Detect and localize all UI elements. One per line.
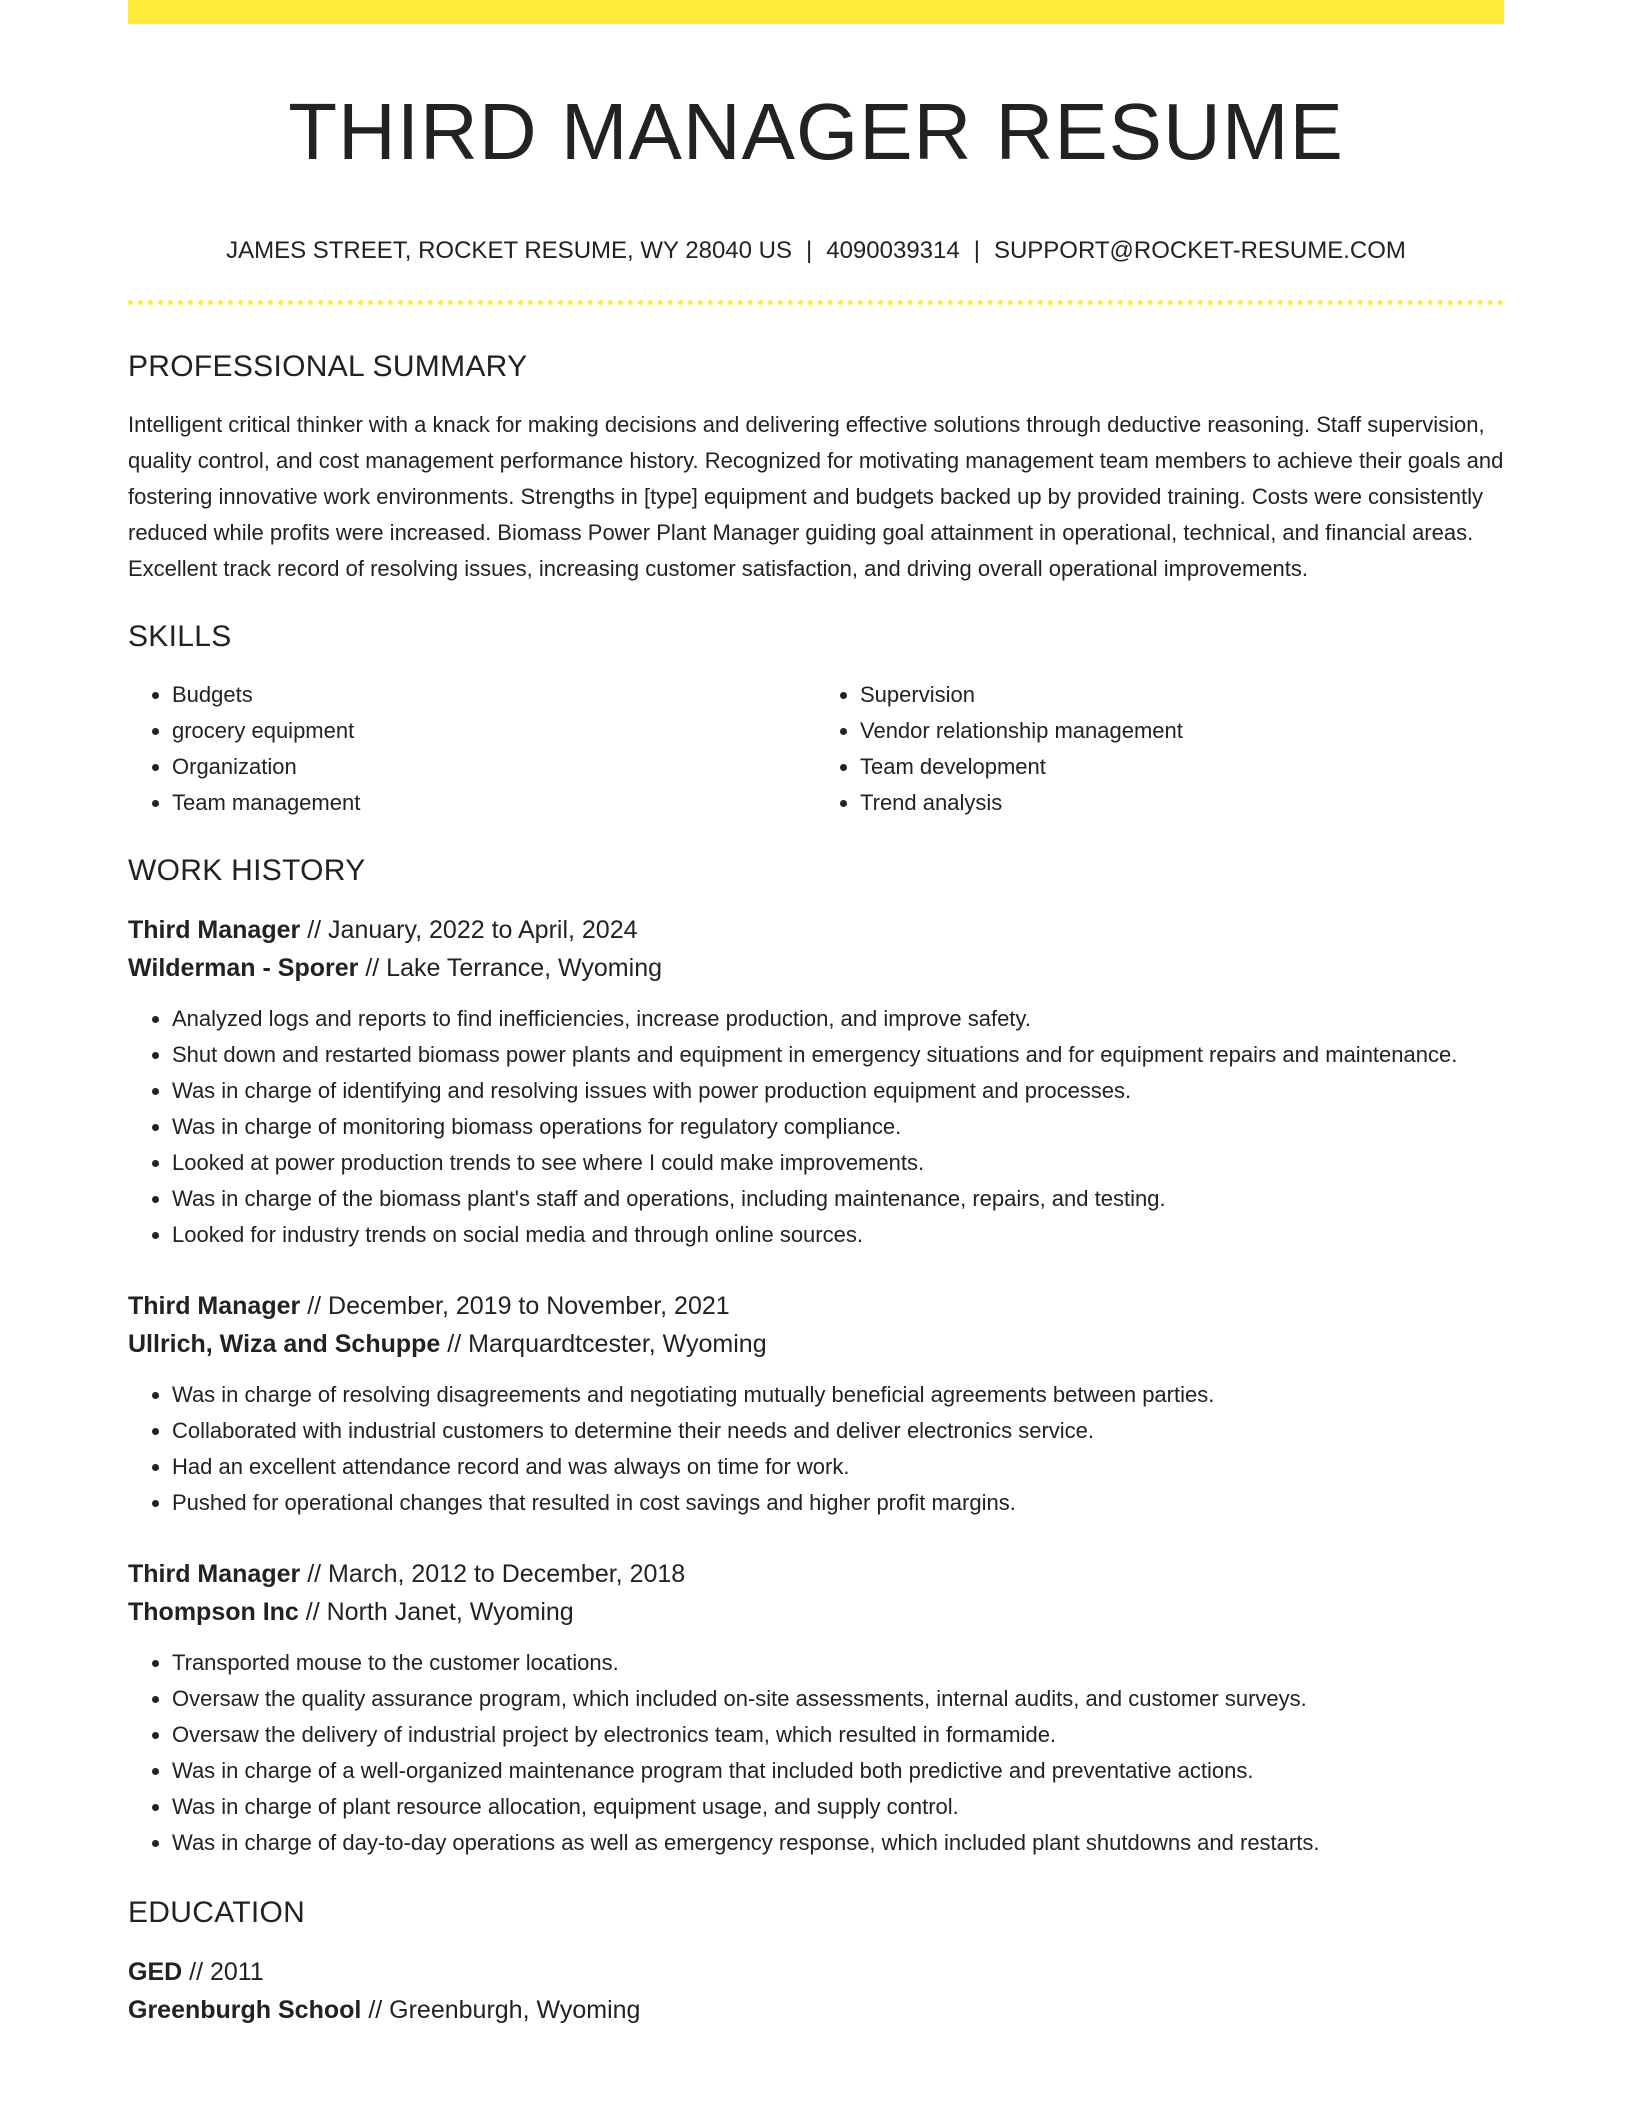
job-dates: // December, 2019 to November, 2021 [307, 1292, 730, 1320]
summary-section [128, 349, 1504, 587]
education-year: // 2011 [189, 1958, 264, 1986]
job-role: Third Manager [128, 916, 301, 944]
job-bullets [128, 1377, 1504, 1521]
education-school-line [128, 1991, 1504, 2029]
job-title-line [128, 911, 1504, 949]
job-bullet: • Transported mouse to the customer locations. [172, 1645, 1504, 1681]
job-bullet: • Had an excellent attendance record and was always on time for work. [172, 1449, 1504, 1485]
job-title-line [128, 1555, 1504, 1593]
job-bullet: • Shut down and restarted biomass power plants and equipment in emergency situations and for equipment repairs and maintenance. [172, 1037, 1504, 1073]
job-location: // Lake Terrance, Wyoming [365, 954, 662, 982]
job-company: Thompson Inc [128, 1598, 299, 1626]
skill-item: • Team development [860, 749, 1504, 785]
resume-title: THIRD MANAGER RESUME [288, 87, 1344, 176]
job-bullet: • Analyzed logs and reports to find inefficiencies, increase production, and improve safety. [172, 1001, 1504, 1037]
skill-item: • grocery equipment [172, 713, 816, 749]
job-dates: // January, 2022 to April, 2024 [307, 916, 638, 944]
summary-text: Intelligent critical thinker with a knack for making decisions and delivering effective solutions through deductive reasoning. Staff supervision, quality control, and cost management performance history. Recognized for motivating management team members to achieve their goals and fostering innovative work environments. Strengths in [type] equipment and budgets backed up by provided training. Costs were consistently reduced while profits were increased. Biomass Power Plant Manager guiding goal attainment in operational, technical, and financial areas. Excellent track record of resolving issues, increasing customer satisfaction, and driving overall operational improvements. [128, 412, 1504, 581]
job-bullet: • Was in charge of resolving disagreements and negotiating mutually beneficial agreements between parties. [172, 1377, 1504, 1413]
job-company: Wilderman - Sporer [128, 954, 359, 982]
job-company: Ullrich, Wiza and Schuppe [128, 1330, 441, 1358]
job-bullet: • Looked at power production trends to see where I could make improvements. [172, 1145, 1504, 1181]
job-dates: // March, 2012 to December, 2018 [307, 1560, 686, 1588]
job-bullet: • Was in charge of a well-organized maintenance program that included both predictive and preventative actions. [172, 1753, 1504, 1789]
skills-column-left [128, 677, 816, 821]
job-title-line [128, 1287, 1504, 1325]
job-company-line [128, 949, 1504, 987]
education-degree-line [128, 1953, 1504, 1991]
job-role: Third Manager [128, 1292, 301, 1320]
job-bullet: • Was in charge of monitoring biomass operations for regulatory compliance. [172, 1109, 1504, 1145]
job-bullet: • Oversaw the quality assurance program, which included on-site assessments, internal audits, and customer surveys. [172, 1681, 1504, 1717]
job-bullets [128, 1645, 1504, 1861]
summary-heading: PROFESSIONAL SUMMARY [128, 350, 528, 383]
accent-bar [128, 0, 1504, 24]
contact-separator: | [973, 237, 980, 264]
education-degree: GED [128, 1958, 183, 1986]
skill-item: • Organization [172, 749, 816, 785]
job-bullet: • Pushed for operational changes that resulted in cost savings and higher profit margins. [172, 1485, 1504, 1521]
job-entry [128, 1555, 1504, 1861]
job-bullet: • Was in charge of plant resource allocation, equipment usage, and supply control. [172, 1789, 1504, 1825]
contact-email: SUPPORT@ROCKET-RESUME.COM [993, 237, 1406, 264]
education-location: // Greenburgh, Wyoming [368, 1996, 641, 2024]
skills-heading: SKILLS [128, 620, 232, 653]
job-bullet: • Oversaw the delivery of industrial project by electronics team, which resulted in formamide. [172, 1717, 1504, 1753]
education-school: Greenburgh School [128, 1996, 362, 2024]
skills-section [128, 619, 1504, 821]
job-location: // Marquardtcester, Wyoming [447, 1330, 767, 1358]
job-bullet: • Collaborated with industrial customers to determine their needs and deliver electronics service. [172, 1413, 1504, 1449]
job-bullet: • Looked for industry trends on social media and through online sources. [172, 1217, 1504, 1253]
education-heading: EDUCATION [128, 1896, 306, 1929]
job-bullet: • Was in charge of day-to-day operations as well as emergency response, which included plant shutdowns and restarts. [172, 1825, 1504, 1861]
contact-phone: 4090039314 [826, 237, 960, 264]
skills-column-right [816, 677, 1504, 821]
skill-item: • Vendor relationship management [860, 713, 1504, 749]
skill-item: • Trend analysis [860, 785, 1504, 821]
job-bullets [128, 1001, 1504, 1253]
skill-item: • Team management [172, 785, 816, 821]
job-bullet: • Was in charge of the biomass plant's staff and operations, including maintenance, repairs, and testing. [172, 1181, 1504, 1217]
job-company-line [128, 1325, 1504, 1363]
dotted-divider [128, 300, 1504, 305]
job-company-line [128, 1593, 1504, 1631]
job-location: // North Janet, Wyoming [305, 1598, 574, 1626]
job-entry [128, 1287, 1504, 1521]
work-history-heading: WORK HISTORY [128, 854, 366, 887]
skills-grid [128, 677, 1504, 821]
resume-page [128, 0, 1504, 2029]
contact-address: JAMES STREET, ROCKET RESUME, WY 28040 US [226, 237, 792, 264]
contact-separator: | [806, 237, 813, 264]
skill-item: • Supervision [860, 677, 1504, 713]
contact-info [128, 236, 1504, 266]
work-history-section [128, 853, 1504, 1861]
skill-item: • Budgets [172, 677, 816, 713]
job-role: Third Manager [128, 1560, 301, 1588]
education-section [128, 1895, 1504, 2029]
job-entry [128, 911, 1504, 1253]
education-entry [128, 1953, 1504, 2029]
job-bullet: • Was in charge of identifying and resolving issues with power production equipment and processes. [172, 1073, 1504, 1109]
